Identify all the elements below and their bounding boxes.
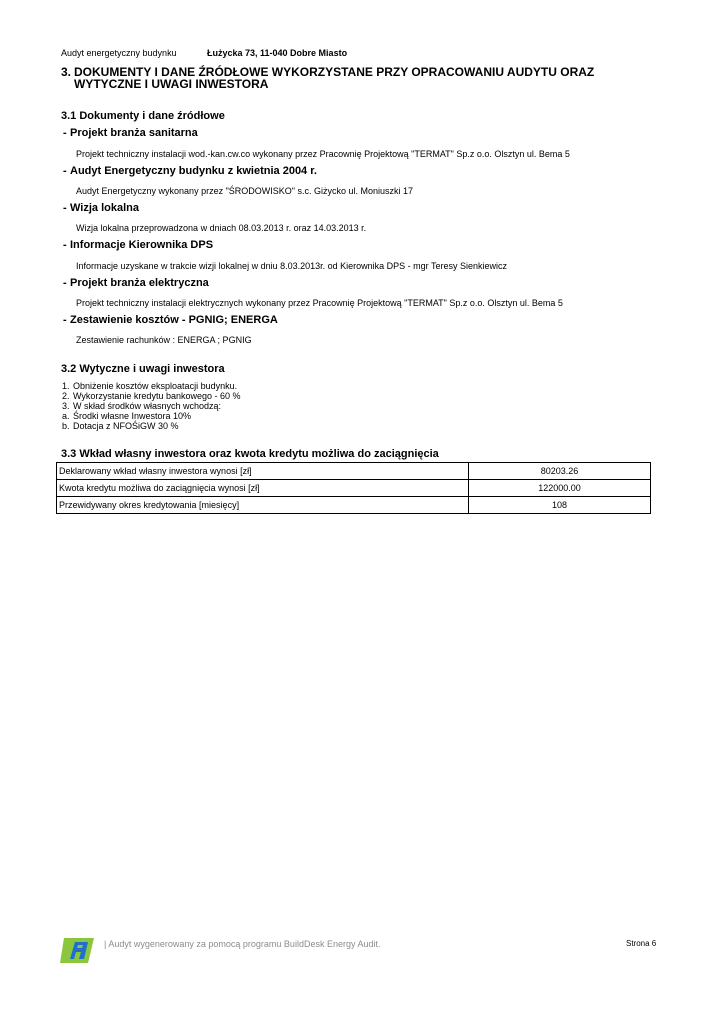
credit-table	[56, 462, 651, 514]
footer-generated-text: | Audyt wygenerowany za pomocą programu BuildDesk Energy Audit.	[104, 939, 381, 949]
source-item-title: - Wizja lokalna	[63, 202, 139, 214]
guideline-text: W skład środków własnych wchodzą:	[73, 401, 222, 411]
table-cell-label: Deklarowany wkład własny inwestora wynosi [zł]	[57, 463, 469, 480]
guideline-label: a.	[62, 411, 70, 421]
source-item-desc: Wizja lokalna przeprowadzona w dniach 08.03.2013 r. oraz 14.03.2013 r.	[76, 223, 367, 233]
source-item-desc: Projekt techniczny instalacji wod.-kan.cw.co wykonany przez Pracownię Projektową "TERMAT" Sp.z o.o. Olsztyn ul. Bema 5	[76, 149, 570, 159]
header-address: Łużycka 73, 11-040 Dobre Miasto	[207, 48, 348, 58]
chapter-title: DOKUMENTY I DANE ŹRÓDŁOWE WYKORZYSTANE PRZY OPRACOWANIU AUDYTU ORAZ WYTYCZNE I UWAGI INWESTORA	[74, 65, 595, 91]
page-number: Strona 6	[626, 939, 657, 948]
table-row	[57, 480, 651, 497]
source-item-title: - Projekt branża sanitarna	[63, 127, 198, 139]
builddesk-logo-icon	[60, 933, 94, 963]
source-item-title: - Audyt Energetyczny budynku z kwietnia 2004 r.	[63, 165, 317, 177]
source-item-desc: Audyt Energetyczny wykonany przez "ŚRODOWISKO" s.c. Giżycko ul. Moniuszki 17	[76, 186, 414, 196]
source-item-title-text: Zestawienie kosztów - PGNIG; ENERGA	[70, 314, 278, 326]
table-row	[57, 497, 651, 514]
guideline-line	[62, 401, 241, 411]
table-row	[57, 463, 651, 480]
source-item-title-text: Projekt branża elektryczna	[70, 277, 209, 289]
source-item-title: - Zestawienie kosztów - PGNIG; ENERGA	[63, 314, 278, 326]
guideline-text: Obniżenie kosztów eksploatacji budynku.	[73, 381, 238, 391]
source-item-title-text: Audyt Energetyczny budynku z kwietnia 2004 r.	[70, 165, 317, 177]
table-cell-value: 108	[469, 497, 651, 514]
guideline-label: b.	[62, 421, 70, 431]
guideline-line	[62, 391, 241, 401]
header-doc-type: Audyt energetyczny budynku	[61, 48, 177, 58]
source-item-title-text: Informacje Kierownika DPS	[70, 239, 214, 251]
source-item-desc: Informacje uzyskane w trakcie wizji lokalnej w dniu 8.03.2013r. od Kierownika DPS - mgr Teresy Sienkiewicz	[76, 261, 508, 271]
source-item-title: - Informacje Kierownika DPS	[63, 239, 214, 251]
guideline-label: 1.	[62, 381, 70, 391]
chapter-number: 3.	[61, 65, 72, 79]
table-cell-value: 122000.00	[469, 480, 651, 497]
guideline-text: Dotacja z NFOŚiGW 30 %	[73, 421, 179, 431]
table-cell-label: Przewidywany okres kredytowania [miesięcy]	[57, 497, 469, 514]
source-item-desc: Projekt techniczny instalacji elektrycznych wykonany przez Pracownię Projektową "TERMAT" Sp.z o.o. Olsztyn ul. Bema 5	[76, 298, 563, 308]
guideline-label: 2.	[62, 391, 70, 401]
chapter-heading	[61, 66, 661, 90]
table-cell-label: Kwota kredytu możliwa do zaciągnięcia wynosi [zł]	[57, 480, 469, 497]
source-item-title: - Projekt branża elektryczna	[63, 277, 209, 289]
section-3-3-heading: 3.3 Wkład własny inwestora oraz kwota kredytu możliwa do zaciągnięcia	[61, 448, 439, 460]
source-item-title-text: Wizja lokalna	[70, 202, 139, 214]
guideline-text: Wykorzystanie kredytu bankowego - 60 %	[73, 391, 241, 401]
source-item-desc: Zestawienie rachunków : ENERGA ; PGNIG	[76, 335, 252, 345]
section-3-1-heading: 3.1 Dokumenty i dane źródłowe	[61, 110, 225, 122]
guideline-text: Środki własne Inwestora 10%	[73, 411, 192, 421]
source-item-title-text: Projekt branża sanitarna	[70, 127, 198, 139]
section-3-2-heading: 3.2 Wytyczne i uwagi inwestora	[61, 363, 225, 375]
guideline-line	[62, 421, 241, 431]
investor-guidelines	[62, 381, 241, 431]
guideline-label: 3.	[62, 401, 70, 411]
guideline-line	[62, 411, 241, 421]
guideline-line	[62, 381, 241, 391]
table-cell-value: 80203.26	[469, 463, 651, 480]
running-header	[61, 48, 347, 58]
